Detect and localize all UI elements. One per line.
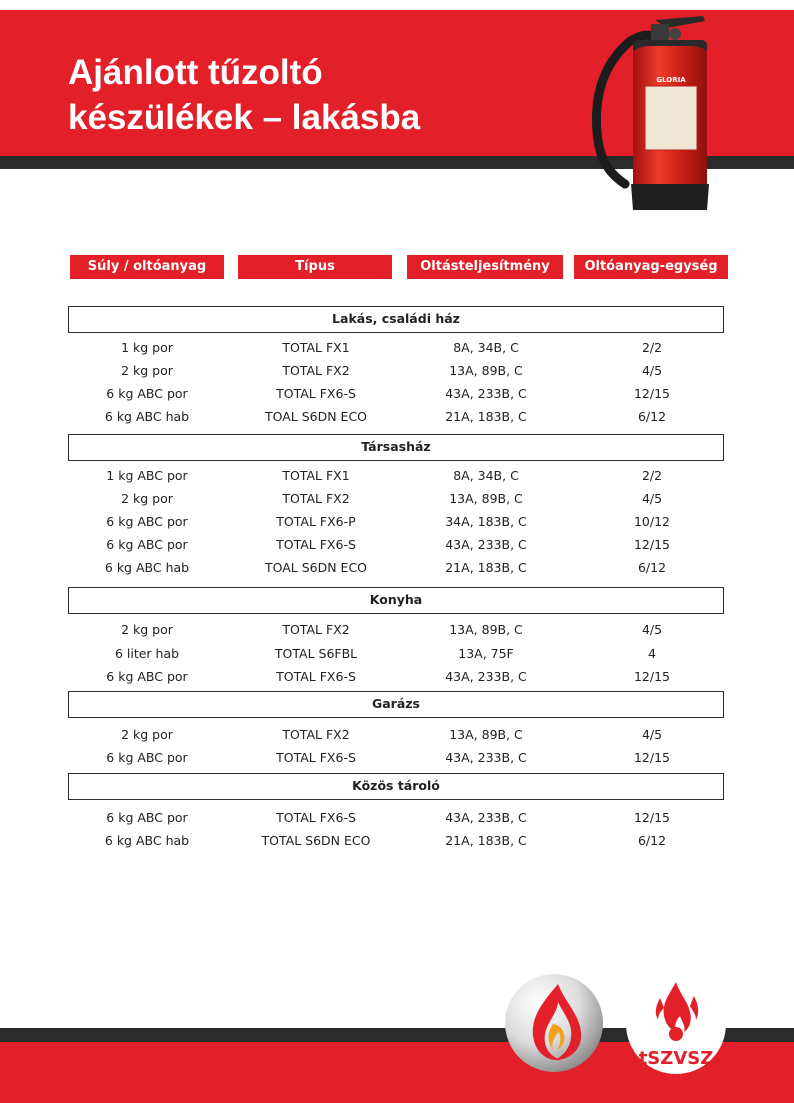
table-row — [0, 725, 794, 745]
cell-weight: 6 kg ABC por — [106, 537, 188, 552]
cell-rating: 21A, 183B, C — [445, 409, 527, 424]
table-row — [0, 558, 794, 578]
cell-weight: 6 kg ABC por — [106, 750, 188, 765]
cell-weight: 2 kg por — [121, 491, 173, 506]
cell-units: 4/5 — [641, 491, 663, 506]
cell-units: 2/2 — [641, 340, 663, 355]
cell-type: TOTAL FX2 — [282, 363, 350, 378]
cell-type: TOTAL FX6-S — [276, 537, 356, 552]
cell-type: TOTAL FX6-S — [276, 750, 356, 765]
title-line-1: Ajánlott tűzoltó — [68, 53, 323, 92]
cell-rating: 13A, 75F — [458, 646, 514, 661]
table-row — [0, 466, 794, 486]
table-row — [0, 338, 794, 358]
cell-weight: 6 kg ABC por — [106, 386, 188, 401]
table-row — [0, 361, 794, 381]
table-row — [0, 512, 794, 532]
cell-weight: 2 kg por — [121, 622, 173, 637]
section-header: Konyha — [68, 587, 724, 614]
column-header-units: Oltóanyag-egység — [574, 255, 728, 279]
cell-units: 4 — [648, 646, 656, 661]
cell-type: TOTAL S6FBL — [274, 646, 358, 661]
page-title — [68, 50, 420, 140]
table-row — [0, 667, 794, 687]
cell-weight: 2 kg por — [121, 727, 173, 742]
cell-type: TOAL S6DN ECO — [264, 560, 368, 575]
table-row — [0, 407, 794, 427]
cell-type: TOTAL FX2 — [282, 622, 350, 637]
cell-rating: 34A, 183B, C — [445, 514, 527, 529]
cell-units: 4/5 — [641, 727, 663, 742]
cell-type: TOAL S6DN ECO — [264, 409, 368, 424]
tszvsz-logo-text: tSZVSZ — [638, 1048, 714, 1069]
cell-weight: 6 liter hab — [114, 646, 180, 661]
table-row — [0, 748, 794, 768]
table-row — [0, 620, 794, 640]
cell-type: TOTAL FX6-S — [276, 669, 356, 684]
cell-rating: 43A, 233B, C — [445, 669, 527, 684]
cell-units: 12/15 — [633, 810, 671, 825]
cell-rating: 13A, 89B, C — [449, 363, 523, 378]
section-header: Lakás, családi ház — [68, 306, 724, 333]
cell-rating: 43A, 233B, C — [445, 537, 527, 552]
table-row — [0, 831, 794, 851]
cell-rating: 43A, 233B, C — [445, 810, 527, 825]
cell-rating: 13A, 89B, C — [449, 491, 523, 506]
cell-rating: 8A, 34B, C — [453, 468, 519, 483]
cell-type: TOTAL FX2 — [282, 727, 350, 742]
cell-rating: 13A, 89B, C — [449, 727, 523, 742]
section-header: Közös tároló — [68, 773, 724, 800]
cell-rating: 8A, 34B, C — [453, 340, 519, 355]
table-row — [0, 808, 794, 828]
extinguisher-brand-label: GLORIA — [656, 76, 686, 84]
cell-type: TOTAL FX1 — [282, 340, 350, 355]
cell-type: TOTAL FX6-S — [276, 810, 356, 825]
section-header: Garázs — [68, 691, 724, 718]
column-header-type: Típus — [238, 255, 392, 279]
title-line-2: készülékek – lakásba — [68, 98, 421, 137]
column-header-rating: Oltásteljesítmény — [407, 255, 563, 279]
column-header-weight: Súly / oltóanyag — [70, 255, 224, 279]
cell-units: 4/5 — [641, 363, 663, 378]
flame-logo — [503, 972, 605, 1074]
cell-units: 6/12 — [637, 560, 667, 575]
cell-rating: 43A, 233B, C — [445, 386, 527, 401]
cell-weight: 1 kg por — [121, 340, 173, 355]
cell-weight: 6 kg ABC hab — [104, 560, 190, 575]
cell-units: 10/12 — [633, 514, 671, 529]
cell-weight: 2 kg por — [121, 363, 173, 378]
cell-units: 12/15 — [633, 669, 671, 684]
cell-type: TOTAL FX6-P — [276, 514, 356, 529]
cell-rating: 43A, 233B, C — [445, 750, 527, 765]
cell-units: 12/15 — [633, 750, 671, 765]
table-row — [0, 384, 794, 404]
cell-type: TOTAL S6DN ECO — [261, 833, 371, 848]
cell-units: 4/5 — [641, 622, 663, 637]
fire-extinguisher-image — [585, 12, 715, 217]
section-header: Társasház — [68, 434, 724, 461]
cell-type: TOTAL FX6-S — [276, 386, 356, 401]
cell-units: 12/15 — [633, 386, 671, 401]
cell-weight: 6 kg ABC hab — [104, 833, 190, 848]
cell-weight: 6 kg ABC por — [106, 669, 188, 684]
table-row — [0, 644, 794, 664]
cell-units: 2/2 — [641, 468, 663, 483]
cell-units: 6/12 — [637, 409, 667, 424]
table-row — [0, 489, 794, 509]
cell-type: TOTAL FX2 — [282, 491, 350, 506]
tszvsz-logo — [624, 972, 728, 1076]
cell-units: 6/12 — [637, 833, 667, 848]
cell-weight: 6 kg ABC hab — [104, 409, 190, 424]
cell-units: 12/15 — [633, 537, 671, 552]
table-row — [0, 535, 794, 555]
cell-weight: 6 kg ABC por — [106, 810, 188, 825]
cell-weight: 1 kg ABC por — [106, 468, 188, 483]
cell-weight: 6 kg ABC por — [106, 514, 188, 529]
cell-rating: 21A, 183B, C — [445, 560, 527, 575]
cell-type: TOTAL FX1 — [282, 468, 350, 483]
cell-rating: 21A, 183B, C — [445, 833, 527, 848]
cell-rating: 13A, 89B, C — [449, 622, 523, 637]
